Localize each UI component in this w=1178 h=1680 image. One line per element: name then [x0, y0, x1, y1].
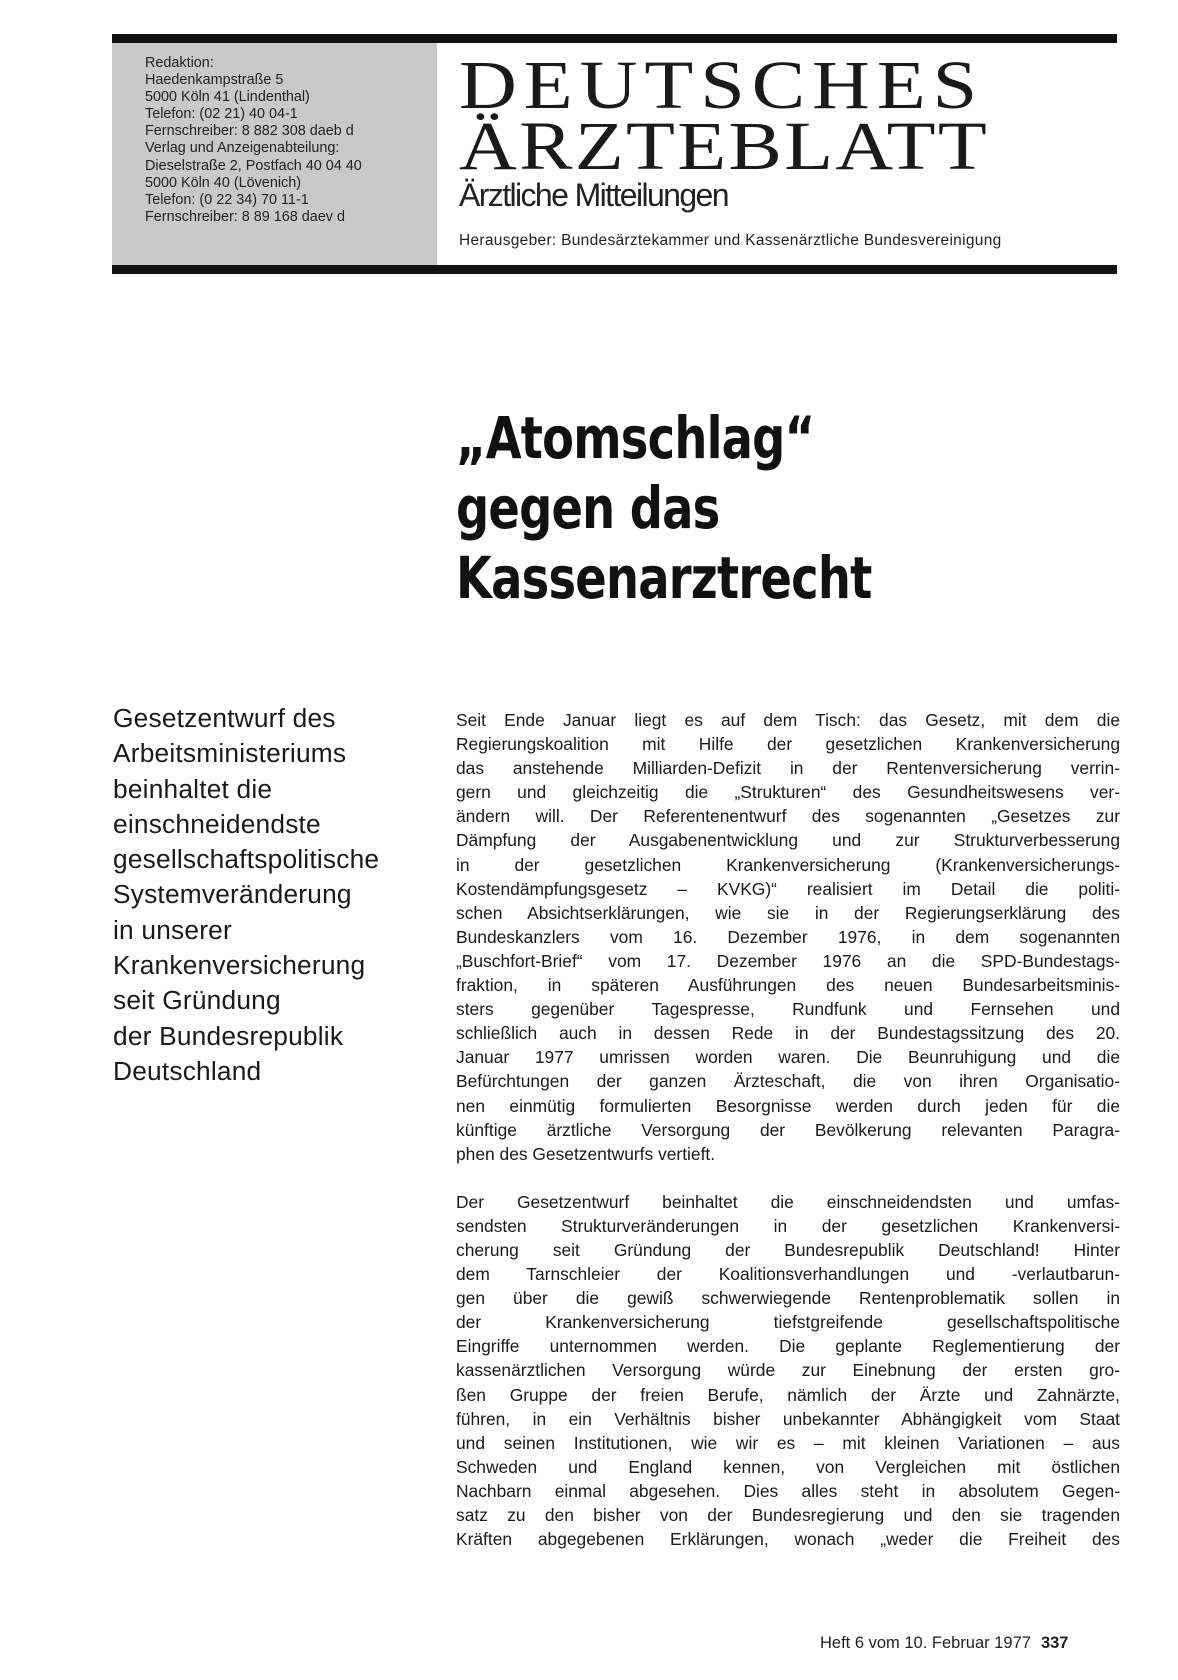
contact-box [112, 43, 437, 265]
body-line: gen über die gewiß schwerwiegende Rentenproblematik sollen in [456, 1288, 1120, 1309]
lead-line: gesellschaftspolitische [113, 844, 380, 875]
contact-line: Fernschreiber: 8 89 168 daev d [145, 208, 345, 225]
paragraph-2 [456, 1190, 1120, 1551]
body-line: ändern will. Der Referentenentwurf des sogenannten „Gesetzes zur [456, 806, 1120, 827]
body-line: das anstehende Milliarden-Defizit in der Rentenversicherung verrin- [456, 758, 1120, 779]
body-line: künftige ärztliche Versorgung der Bevölkerung relevanten Paragra- [456, 1119, 1120, 1140]
page-number: 337 [1040, 1634, 1069, 1652]
body-line: satz zu den bisher von der Bundesregierung und den sie tragenden [456, 1505, 1120, 1525]
body-line: phen des Gesetzentwurfs vertieft. [456, 1143, 716, 1164]
body-line: sendsten Strukturveränderungen in der gesetzlichen Krankenversi- [456, 1215, 1120, 1236]
body-line: führen, in ein Verhältnis bisher unbekannter Abhängigkeit vom Staat [456, 1408, 1120, 1429]
body-line: Der Gesetzentwurf beinhaltet die einschneidendsten und umfas- [456, 1191, 1120, 1212]
publisher-line: Herausgeber: Bundesärztekammer und Kassenärztliche Bundesvereinigung [459, 232, 1002, 249]
paragraph-1 [456, 708, 1120, 1166]
body-line: Dämpfung der Ausgabenentwicklung und zur Strukturverbesserung [456, 830, 1120, 851]
body-line: nen einmütig formulierten Besorgnisse werden durch jeden für die [456, 1095, 1120, 1116]
body-line: Nachbarn einmal abgesehen. Dies alles steht in absolutem Gegen- [456, 1480, 1120, 1501]
journal-brand [459, 43, 1119, 265]
body-line: gern und gleichzeitig die „Strukturen“ des Gesundheitswesens ver- [456, 782, 1120, 803]
body-line: Seit Ende Januar liegt es auf dem Tisch: das Gesetz, mit dem die [456, 710, 1120, 730]
lead-line: Deutschland [113, 1055, 262, 1086]
contact-line: Dieselstraße 2, Postfach 40 04 40 [145, 157, 362, 174]
article-headline [456, 403, 936, 613]
body-line: sters gegenüber Tagespresse, Rundfunk und Fernsehen und [456, 999, 1120, 1020]
article-lead [113, 701, 443, 1089]
headline-line: gegen das [456, 474, 720, 542]
body-line: der Krankenversicherung tiefstgreifende gesellschaftspolitische [456, 1312, 1120, 1333]
body-line: kassenärztlichen Versorgung würde zur Einebnung der ersten gro- [456, 1360, 1120, 1381]
lead-line: Arbeitsministeriums [113, 738, 347, 769]
body-line: Kostendämpfungsgesetz – KVKG)“ realisiert im Detail die politi- [456, 878, 1120, 899]
lead-line: der Bundesrepublik [113, 1020, 344, 1051]
contact-line: Telefon: (02 21) 40 04-1 [145, 106, 298, 123]
body-line: in der gesetzlichen Krankenversicherung (Krankenversicherungs- [456, 854, 1120, 875]
lead-line: Systemveränderung [113, 879, 352, 910]
page-footer [820, 1634, 1068, 1653]
body-line: Regierungskoalition mit Hilfe der gesetzlichen Krankenversicherung [456, 734, 1120, 755]
journal-title-line1: DEUTSCHES [459, 47, 985, 123]
body-line: Eingriffe unternommen werden. Die geplante Reglementierung der [456, 1336, 1120, 1357]
contact-line: Verlag und Anzeigenabteilung: [145, 140, 340, 157]
article-body [456, 708, 1120, 1551]
body-line: dem Tarnschleier der Koalitionsverhandlungen und -verlautbarun- [456, 1264, 1120, 1285]
contact-line: Fernschreiber: 8 882 308 daeb d [145, 123, 354, 140]
lead-line: Gesetzentwurf des [113, 703, 336, 733]
lead-line: Krankenversicherung [113, 950, 366, 981]
contact-line: Haedenkampstraße 5 [145, 72, 284, 89]
body-line: Bundeskanzlers vom 16. Dezember 1976, in dem sogenannten [456, 926, 1120, 947]
headline-line: Kassenarztrecht [456, 544, 872, 612]
lead-line: beinhaltet die [113, 773, 273, 804]
journal-title-line2: ÄRZTEBLATT [459, 108, 990, 184]
body-line: und seinen Institutionen, wie wir es – mit kleinen Variationen – aus [456, 1432, 1120, 1453]
body-line: Schweden und England kennen, von Vergleichen mit östlichen [456, 1456, 1120, 1477]
body-line: cherung seit Gründung der Bundesrepublik Deutschland! Hinter [456, 1239, 1120, 1260]
lead-line: seit Gründung [113, 985, 281, 1016]
body-line: Befürchtungen der ganzen Ärzteschaft, die von ihren Organisatio- [456, 1071, 1120, 1092]
journal-subtitle: Ärztliche Mitteilungen [459, 177, 728, 213]
headline-line: „Atomschlag“ [456, 404, 815, 472]
body-line: Januar 1977 umrissen worden waren. Die Beunruhigung und die [456, 1047, 1120, 1068]
body-line: schen Absichtserklärungen, wie sie in der Regierungserklärung des [456, 902, 1120, 923]
masthead [112, 34, 1117, 274]
lead-line: einschneidendste [113, 808, 321, 839]
contact-line: 5000 Köln 40 (Lövenich) [145, 174, 302, 191]
body-line: fraktion, in späteren Ausführungen des neuen Bundesarbeitsminis- [456, 975, 1120, 996]
contact-line: 5000 Köln 41 (Lindenthal) [145, 89, 310, 106]
lead-line: in unserer [113, 914, 232, 945]
body-line: schließlich auch in dessen Rede in der Bundestagssitzung des 20. [456, 1023, 1120, 1044]
issue-info: Heft 6 vom 10. Februar 1977 [820, 1634, 1031, 1652]
body-line: Kräften abgegebenen Erklärungen, wonach „weder die Freiheit des [456, 1529, 1120, 1550]
contact-line: Redaktion: [145, 55, 214, 71]
body-line: „Buschfort-Brief“ vom 17. Dezember 1976 an die SPD-Bundestags- [456, 950, 1120, 971]
contact-line: Telefon: (0 22 34) 70 11-1 [145, 191, 309, 208]
body-line: ßen Gruppe der freien Berufe, nämlich der Ärzte und Zahnärzte, [456, 1384, 1120, 1405]
